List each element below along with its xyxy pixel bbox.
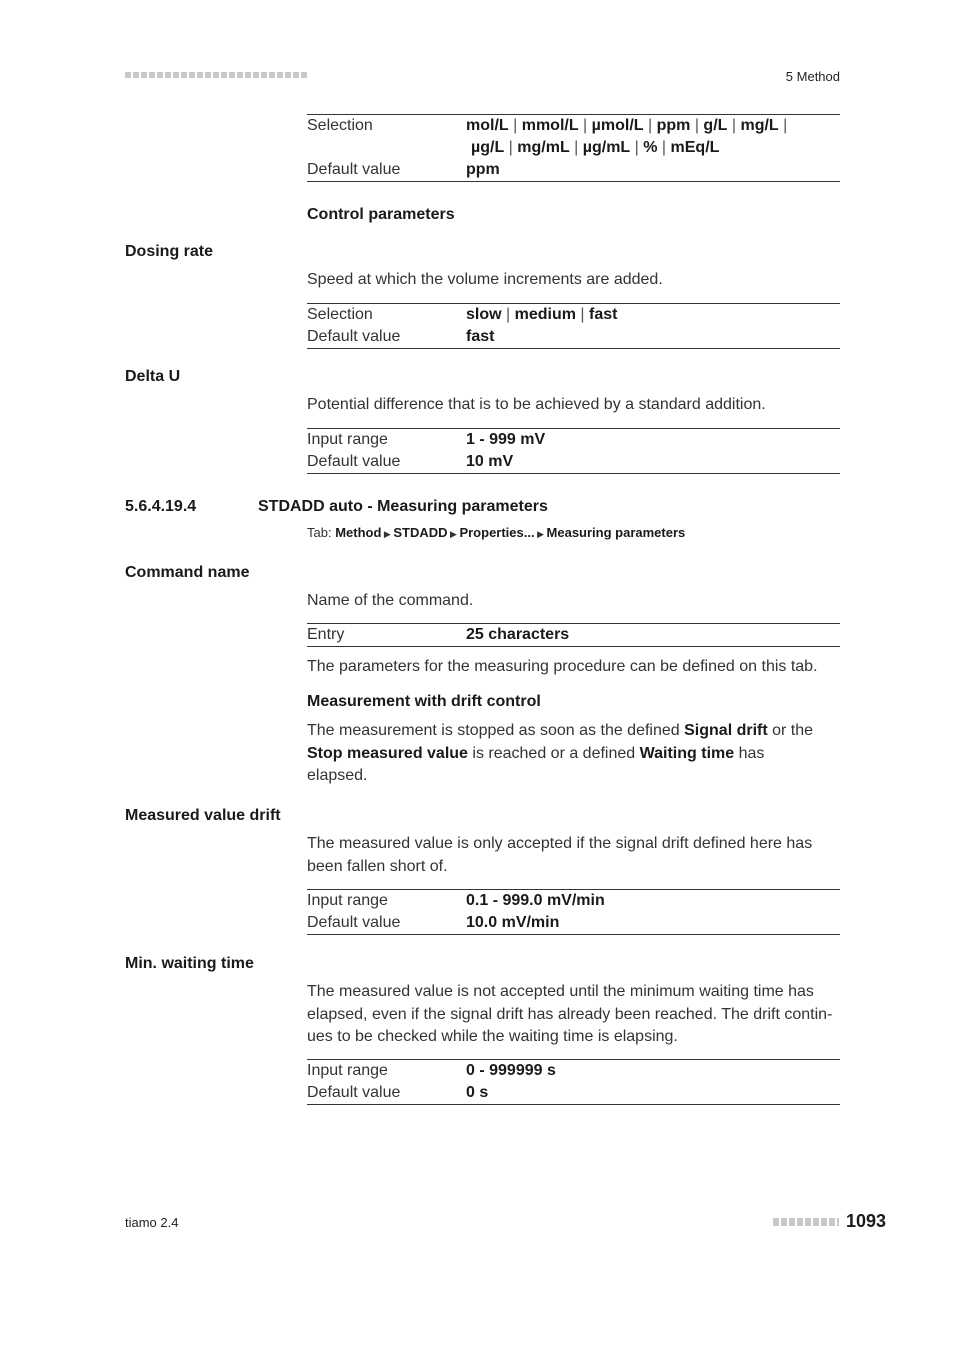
arrow-icon: ▶	[381, 529, 394, 539]
drift-control-heading: Measurement with drift control	[307, 693, 541, 710]
option-value: fast	[589, 306, 618, 323]
description-line: ues to be checked while the waiting time is elapsing.	[307, 1028, 678, 1045]
option-value: g/L	[703, 117, 728, 134]
entry-key: Entry	[307, 626, 345, 643]
description-line: been fallen short of.	[307, 857, 448, 875]
selection-values	[466, 115, 840, 159]
option-value: %	[643, 139, 658, 156]
delta-u-label: Delta U	[125, 368, 181, 385]
range-value: 0 - 999999 s	[466, 1062, 556, 1079]
table-row	[307, 326, 840, 348]
drift-text-line: Stop measured value is reached or a defined Waiting time has	[307, 744, 765, 762]
selection-key: Selection	[307, 306, 373, 323]
option-separator: |	[569, 139, 583, 156]
option-separator: |	[727, 117, 741, 134]
command-name-label: Command name	[125, 564, 250, 581]
control-parameters-heading: Control parameters	[307, 206, 455, 223]
table-row	[307, 890, 840, 912]
tab-path	[307, 525, 685, 540]
tab-path-item: Method	[335, 525, 382, 540]
option-separator: |	[508, 117, 522, 134]
option-separator: |	[657, 139, 671, 156]
option-separator: |	[643, 117, 657, 134]
measured-value-drift-description	[307, 833, 840, 878]
measured-value-drift-table	[307, 889, 840, 935]
min-waiting-time-label: Min. waiting time	[125, 955, 254, 972]
table-row	[307, 304, 840, 326]
drift-text-line: elapsed.	[307, 767, 368, 784]
section-title: STDADD auto - Measuring parameters	[258, 498, 548, 515]
measured-value-drift-label: Measured value drift	[125, 807, 281, 824]
description-line: elapsed, even if the signal drift has already been reached. The drift contin-	[307, 1005, 833, 1023]
section-number: 5.6.4.19.4	[125, 498, 197, 515]
page-number: 1093	[846, 1211, 887, 1231]
command-name-description: Name of the command.	[307, 592, 474, 609]
table-row	[307, 451, 840, 473]
default-value: 10 mV	[466, 453, 514, 470]
option-value: ppm	[656, 117, 691, 134]
option-separator: |	[575, 306, 589, 323]
option-value: mmol/L	[521, 117, 579, 134]
dosing-rate-options	[466, 304, 840, 326]
header-decoration	[125, 70, 307, 80]
option-separator: |	[578, 117, 592, 134]
table-row	[307, 1060, 840, 1082]
dosing-rate-description: Speed at which the volume increments are added.	[307, 271, 663, 288]
option-separator: |	[630, 139, 644, 156]
option-separator: |	[690, 117, 704, 134]
description-line: The measured value is not accepted until the minimum waiting time has	[307, 983, 814, 1000]
drift-control-text	[307, 720, 840, 788]
delta-u-description: Potential difference that is to be achieved by a standard addition.	[307, 396, 766, 413]
selection-key: Selection	[307, 117, 373, 134]
option-separator: |	[778, 117, 788, 134]
dosing-rate-table	[307, 303, 840, 349]
tab-path-item: Properties...	[459, 525, 535, 540]
table-row	[307, 115, 840, 159]
option-value: mEq/L	[670, 139, 720, 156]
arrow-icon: ▶	[447, 529, 460, 539]
option-value: µg/L	[471, 139, 505, 156]
option-separator: |	[504, 139, 518, 156]
min-waiting-time-table	[307, 1059, 840, 1105]
entry-value: 25 characters	[466, 626, 570, 643]
option-value: µg/mL	[582, 139, 631, 156]
table-row	[307, 624, 840, 646]
table-row	[307, 912, 840, 934]
tab-path-item: STDADD	[393, 525, 448, 540]
table-row	[307, 159, 840, 181]
option-value: slow	[466, 306, 502, 323]
option-value: µmol/L	[591, 117, 644, 134]
units-table	[307, 114, 840, 182]
range-key: Input range	[307, 892, 388, 909]
option-value: mol/L	[466, 117, 509, 134]
chapter-title: 5 Method	[785, 69, 840, 84]
selection-line-1	[466, 115, 840, 137]
description-line: The measured value is only accepted if the signal drift defined here has	[307, 835, 813, 852]
option-value: medium	[514, 306, 576, 323]
range-value: 1 - 999 mV	[466, 431, 546, 448]
option-value: mg/L	[740, 117, 779, 134]
default-key: Default value	[307, 328, 401, 345]
range-key: Input range	[307, 431, 388, 448]
delta-u-table	[307, 428, 840, 474]
drift-text-line: The measurement is stopped as soon as the defined Signal drift or the	[307, 722, 814, 739]
default-key: Default value	[307, 1084, 401, 1101]
option-separator: |	[501, 306, 515, 323]
min-waiting-time-description	[307, 981, 840, 1049]
default-key: Default value	[307, 453, 401, 470]
range-key: Input range	[307, 1062, 388, 1079]
range-value: 0.1 - 999.0 mV/min	[466, 892, 605, 909]
selection-line-2	[466, 137, 840, 159]
tab-prefix: Tab:	[307, 525, 336, 540]
table-row	[307, 1082, 840, 1104]
default-key: Default value	[307, 914, 401, 931]
default-value: ppm	[466, 161, 500, 178]
default-key: Default value	[307, 161, 401, 178]
command-name-table	[307, 623, 840, 647]
arrow-icon: ▶	[534, 529, 547, 539]
default-value: 0 s	[466, 1084, 489, 1101]
footer-decoration	[773, 1218, 839, 1226]
measuring-intro: The parameters for the measuring procedure can be defined on this tab.	[307, 658, 818, 675]
default-value: 10.0 mV/min	[466, 914, 560, 931]
table-row	[307, 429, 840, 451]
dosing-rate-label: Dosing rate	[125, 243, 214, 260]
default-value: fast	[466, 328, 495, 345]
tab-path-item: Measuring parameters	[546, 525, 686, 540]
product-name: tiamo 2.4	[125, 1215, 179, 1230]
option-value: mg/mL	[517, 139, 570, 156]
